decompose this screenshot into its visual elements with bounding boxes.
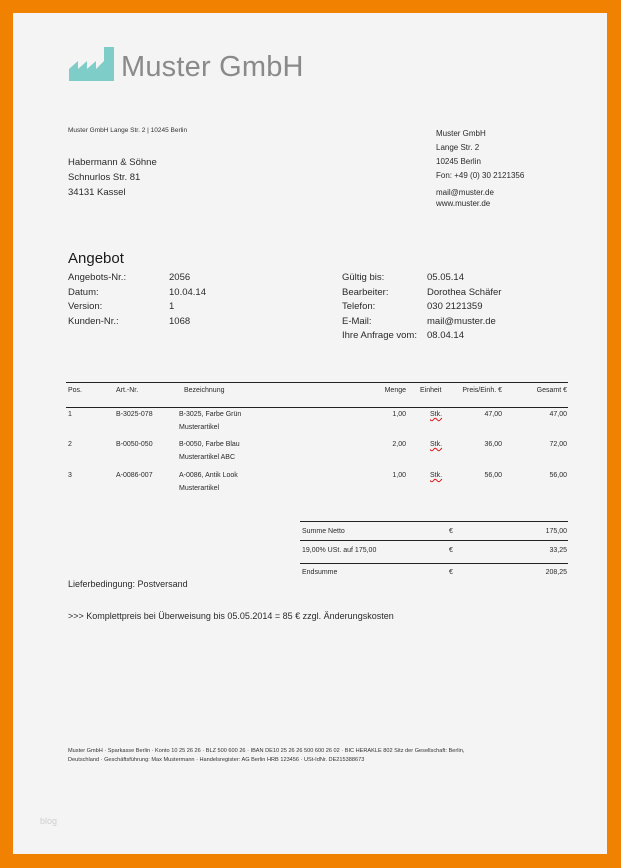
field-value-telefon: 030 2121359	[427, 301, 483, 312]
cell-menge: 1,00	[392, 472, 406, 479]
delivery-terms: Lieferbedingung: Postversand	[68, 579, 188, 589]
cell-bezeichnung: B-0050, Farbe Blau	[179, 441, 240, 448]
summary-amount: 175,00	[545, 528, 567, 535]
cell-gesamt: 72,00	[549, 441, 567, 448]
company-info-city: 10245 Berlin	[436, 157, 481, 166]
cell-einheit: Stk.	[430, 441, 443, 448]
cell-preis: 56,00	[484, 472, 502, 479]
recipient-name: Habermann & Söhne	[68, 157, 157, 168]
cell-art-nr: A-0086-007	[116, 472, 153, 479]
cell-einheit: Stk.	[430, 472, 443, 479]
company-logo	[69, 47, 309, 83]
cell-einheit: Stk.	[430, 411, 443, 418]
summary-currency: €	[449, 569, 453, 576]
summary-rule	[300, 563, 568, 564]
recipient-address	[68, 155, 157, 200]
field-label-version: Version:	[68, 301, 103, 312]
summary-amount: 33,25	[549, 547, 567, 554]
cell-gesamt: 47,00	[549, 411, 567, 418]
field-value-bearbeiter: Dorothea Schäfer	[427, 286, 502, 298]
summary-top-rule	[300, 521, 568, 522]
summary-label: 19,00% USt. auf 175,00	[302, 547, 377, 554]
factory-icon	[69, 47, 115, 81]
field-value-kunden-nr: 1068	[169, 315, 191, 327]
field-label-gueltig-bis: Gültig bis:	[342, 272, 385, 283]
meta-left-labels	[68, 271, 126, 329]
cell-art-nr: B-0050-050	[116, 441, 153, 448]
cell-bezeichnung: B-3025, Farbe Grün	[179, 411, 242, 418]
summary-currency: €	[449, 547, 453, 554]
company-info-phone: Fon: +49 (0) 30 2121356	[436, 171, 525, 180]
company-name-logo: Muster GmbH	[121, 51, 304, 83]
summary-rule	[300, 540, 568, 541]
summary-amount: 208,25	[545, 569, 567, 576]
field-label-anfrage-vom: Ihre Anfrage vom:	[342, 330, 417, 341]
col-header-bezeichnung: Bezeichnung	[184, 387, 225, 394]
cell-bezeichnung: A-0086, Antik Look	[179, 472, 238, 479]
field-value-gueltig-bis: 05.05.14	[427, 272, 464, 283]
cell-menge: 1,00	[392, 411, 406, 418]
field-label-angebots-nr: Angebots-Nr.:	[68, 272, 127, 283]
company-info-street: Lange Str. 2	[436, 143, 480, 152]
footer-bank-info	[68, 747, 464, 765]
field-label-telefon: Telefon:	[342, 301, 376, 312]
company-info-web[interactable]: www.muster.de	[436, 199, 491, 208]
field-value-angebots-nr: 2056	[169, 272, 191, 283]
company-info	[436, 127, 524, 209]
footer-line-2: Deutschland · Geschäftsführung: Max Mustermann · Handelsregister: AG Berlin HRB 123456 · USt-IdNr. DE215388673	[68, 757, 365, 763]
cell-pos: 1	[68, 411, 72, 418]
cell-detail: Musterartikel	[179, 424, 220, 431]
field-label-bearbeiter: Bearbeiter:	[342, 286, 389, 298]
field-value-anfrage-vom: 08.04.14	[427, 330, 464, 341]
col-header-einheit: Einheit	[420, 387, 442, 394]
footer-line-1: Muster GmbH · Sparkasse Berlin · Konto 10 25 26 26 · BLZ 500 600 26 · IBAN DE10 25 26 26 500 600 26 02 · BIC HERAKLE 802 Sitz der Gesellschaft: Berlin,	[68, 748, 465, 754]
recipient-city: 34131 Kassel	[68, 187, 126, 198]
cell-pos: 3	[68, 472, 72, 479]
col-header-pos: Pos.	[68, 387, 83, 394]
payment-note: >>> Komplettpreis bei Überweisung bis 05.05.2014 = 85 € zzgl. Änderungskosten	[68, 611, 394, 621]
field-label-kunden-nr: Kunden-Nr.:	[68, 315, 119, 327]
cell-detail: Musterartikel ABC	[179, 454, 236, 461]
col-header-preis: Preis/Einh. €	[462, 387, 502, 394]
field-value-datum: 10.04.14	[169, 286, 206, 298]
company-info-email[interactable]: mail@muster.de	[436, 188, 494, 197]
cell-gesamt: 56,00	[549, 472, 567, 479]
col-header-menge: Menge	[384, 387, 406, 394]
cell-preis: 47,00	[484, 411, 502, 418]
table-top-rule	[66, 382, 568, 383]
meta-right-labels	[342, 271, 417, 344]
cell-art-nr: B-3025-078	[116, 411, 153, 418]
field-label-email: E-Mail:	[342, 315, 372, 327]
summary-label: Endsumme	[302, 569, 338, 576]
col-header-gesamt: Gesamt €	[536, 387, 567, 394]
col-header-art-nr: Art.-Nr.	[116, 387, 139, 394]
watermark: blog	[40, 816, 58, 826]
field-label-datum: Datum:	[68, 286, 99, 298]
document-title: Angebot	[68, 250, 124, 267]
company-info-name: Muster GmbH	[436, 129, 486, 138]
field-value-version: 1	[169, 301, 175, 312]
cell-menge: 2,00	[392, 441, 406, 448]
cell-detail: Musterartikel	[179, 485, 220, 492]
meta-left-values	[169, 271, 206, 329]
sender-return-address: Muster GmbH Lange Str. 2 | 10245 Berlin	[68, 127, 188, 134]
cell-preis: 36,00	[484, 441, 502, 448]
meta-right-values	[427, 271, 501, 344]
recipient-street: Schnurlos Str. 81	[68, 172, 141, 183]
summary-currency: €	[449, 528, 453, 535]
summary-label: Summe Netto	[302, 528, 345, 535]
cell-pos: 2	[68, 441, 72, 448]
document-page	[13, 13, 607, 854]
table-header-rule	[66, 407, 568, 408]
field-value-email: mail@muster.de	[427, 315, 496, 327]
